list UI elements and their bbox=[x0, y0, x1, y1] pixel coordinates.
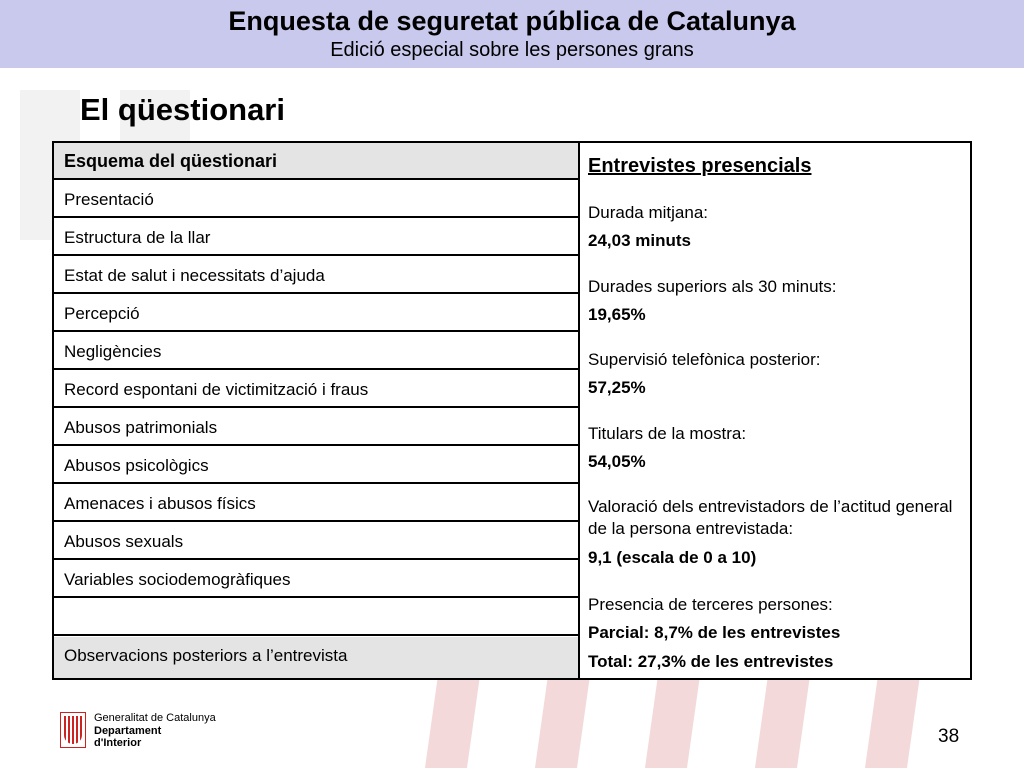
over30-value: 19,65% bbox=[588, 305, 646, 324]
third-persons-partial: Parcial: 8,7% de les entrevistes bbox=[588, 623, 841, 642]
third-persons-label: Presencia de terceres persones: bbox=[588, 595, 833, 614]
questionnaire-table bbox=[52, 141, 972, 680]
interviews-title: Entrevistes presencials bbox=[588, 155, 812, 177]
scheme-row: Negligències bbox=[54, 333, 578, 370]
over30-label: Durades superiors als 30 minuts: bbox=[588, 277, 837, 296]
scheme-row: Abusos psicològics bbox=[54, 447, 578, 484]
avg-duration-value: 24,03 minuts bbox=[588, 231, 691, 250]
slide-header bbox=[0, 0, 1024, 68]
scheme-row: Amenaces i abusos físics bbox=[54, 485, 578, 522]
section-title: El qüestionari bbox=[80, 92, 285, 127]
supervision-label: Supervisió telefònica posterior: bbox=[588, 350, 821, 369]
scheme-row: Percepció bbox=[54, 295, 578, 332]
third-persons-total: Total: 27,3% de les entrevistes bbox=[588, 652, 834, 671]
scheme-row: Presentació bbox=[54, 181, 578, 218]
coat-of-arms-icon bbox=[60, 712, 86, 748]
generalitat-logo bbox=[60, 712, 240, 750]
scheme-row: Observacions posteriors a l’entrevista bbox=[54, 637, 578, 678]
header-title: Enquesta de seguretat pública de Catalunya bbox=[228, 6, 796, 36]
scheme-heading: Esquema del qüestionari bbox=[54, 143, 578, 180]
scheme-column bbox=[54, 143, 580, 678]
rating-label: Valoració dels entrevistadors de l’actitud general de la persona entrevistada: bbox=[588, 497, 953, 538]
scheme-row-empty bbox=[54, 599, 578, 636]
scheme-row: Estructura de la llar bbox=[54, 219, 578, 256]
header-subtitle: Edició especial sobre les persones grans bbox=[330, 39, 694, 61]
avg-duration-label: Durada mitjana: bbox=[588, 203, 709, 222]
scheme-row: Record espontani de victimització i fraus bbox=[54, 371, 578, 408]
logo-line-1: Generalitat de Catalunya bbox=[94, 712, 216, 724]
holders-value: 54,05% bbox=[588, 452, 646, 471]
scheme-row: Variables sociodemogràfiques bbox=[54, 561, 578, 598]
logo-line-2: Departament bbox=[94, 725, 162, 737]
rating-value: 9,1 (escala de 0 a 10) bbox=[588, 548, 757, 567]
supervision-value: 57,25% bbox=[588, 378, 646, 397]
scheme-row: Abusos sexuals bbox=[54, 523, 578, 560]
scheme-row: Abusos patrimonials bbox=[54, 409, 578, 446]
scheme-row: Estat de salut i necessitats d’ajuda bbox=[54, 257, 578, 294]
page-number: 38 bbox=[938, 726, 960, 747]
logo-line-3: d'Interior bbox=[94, 737, 142, 749]
holders-label: Titulars de la mostra: bbox=[588, 424, 747, 443]
